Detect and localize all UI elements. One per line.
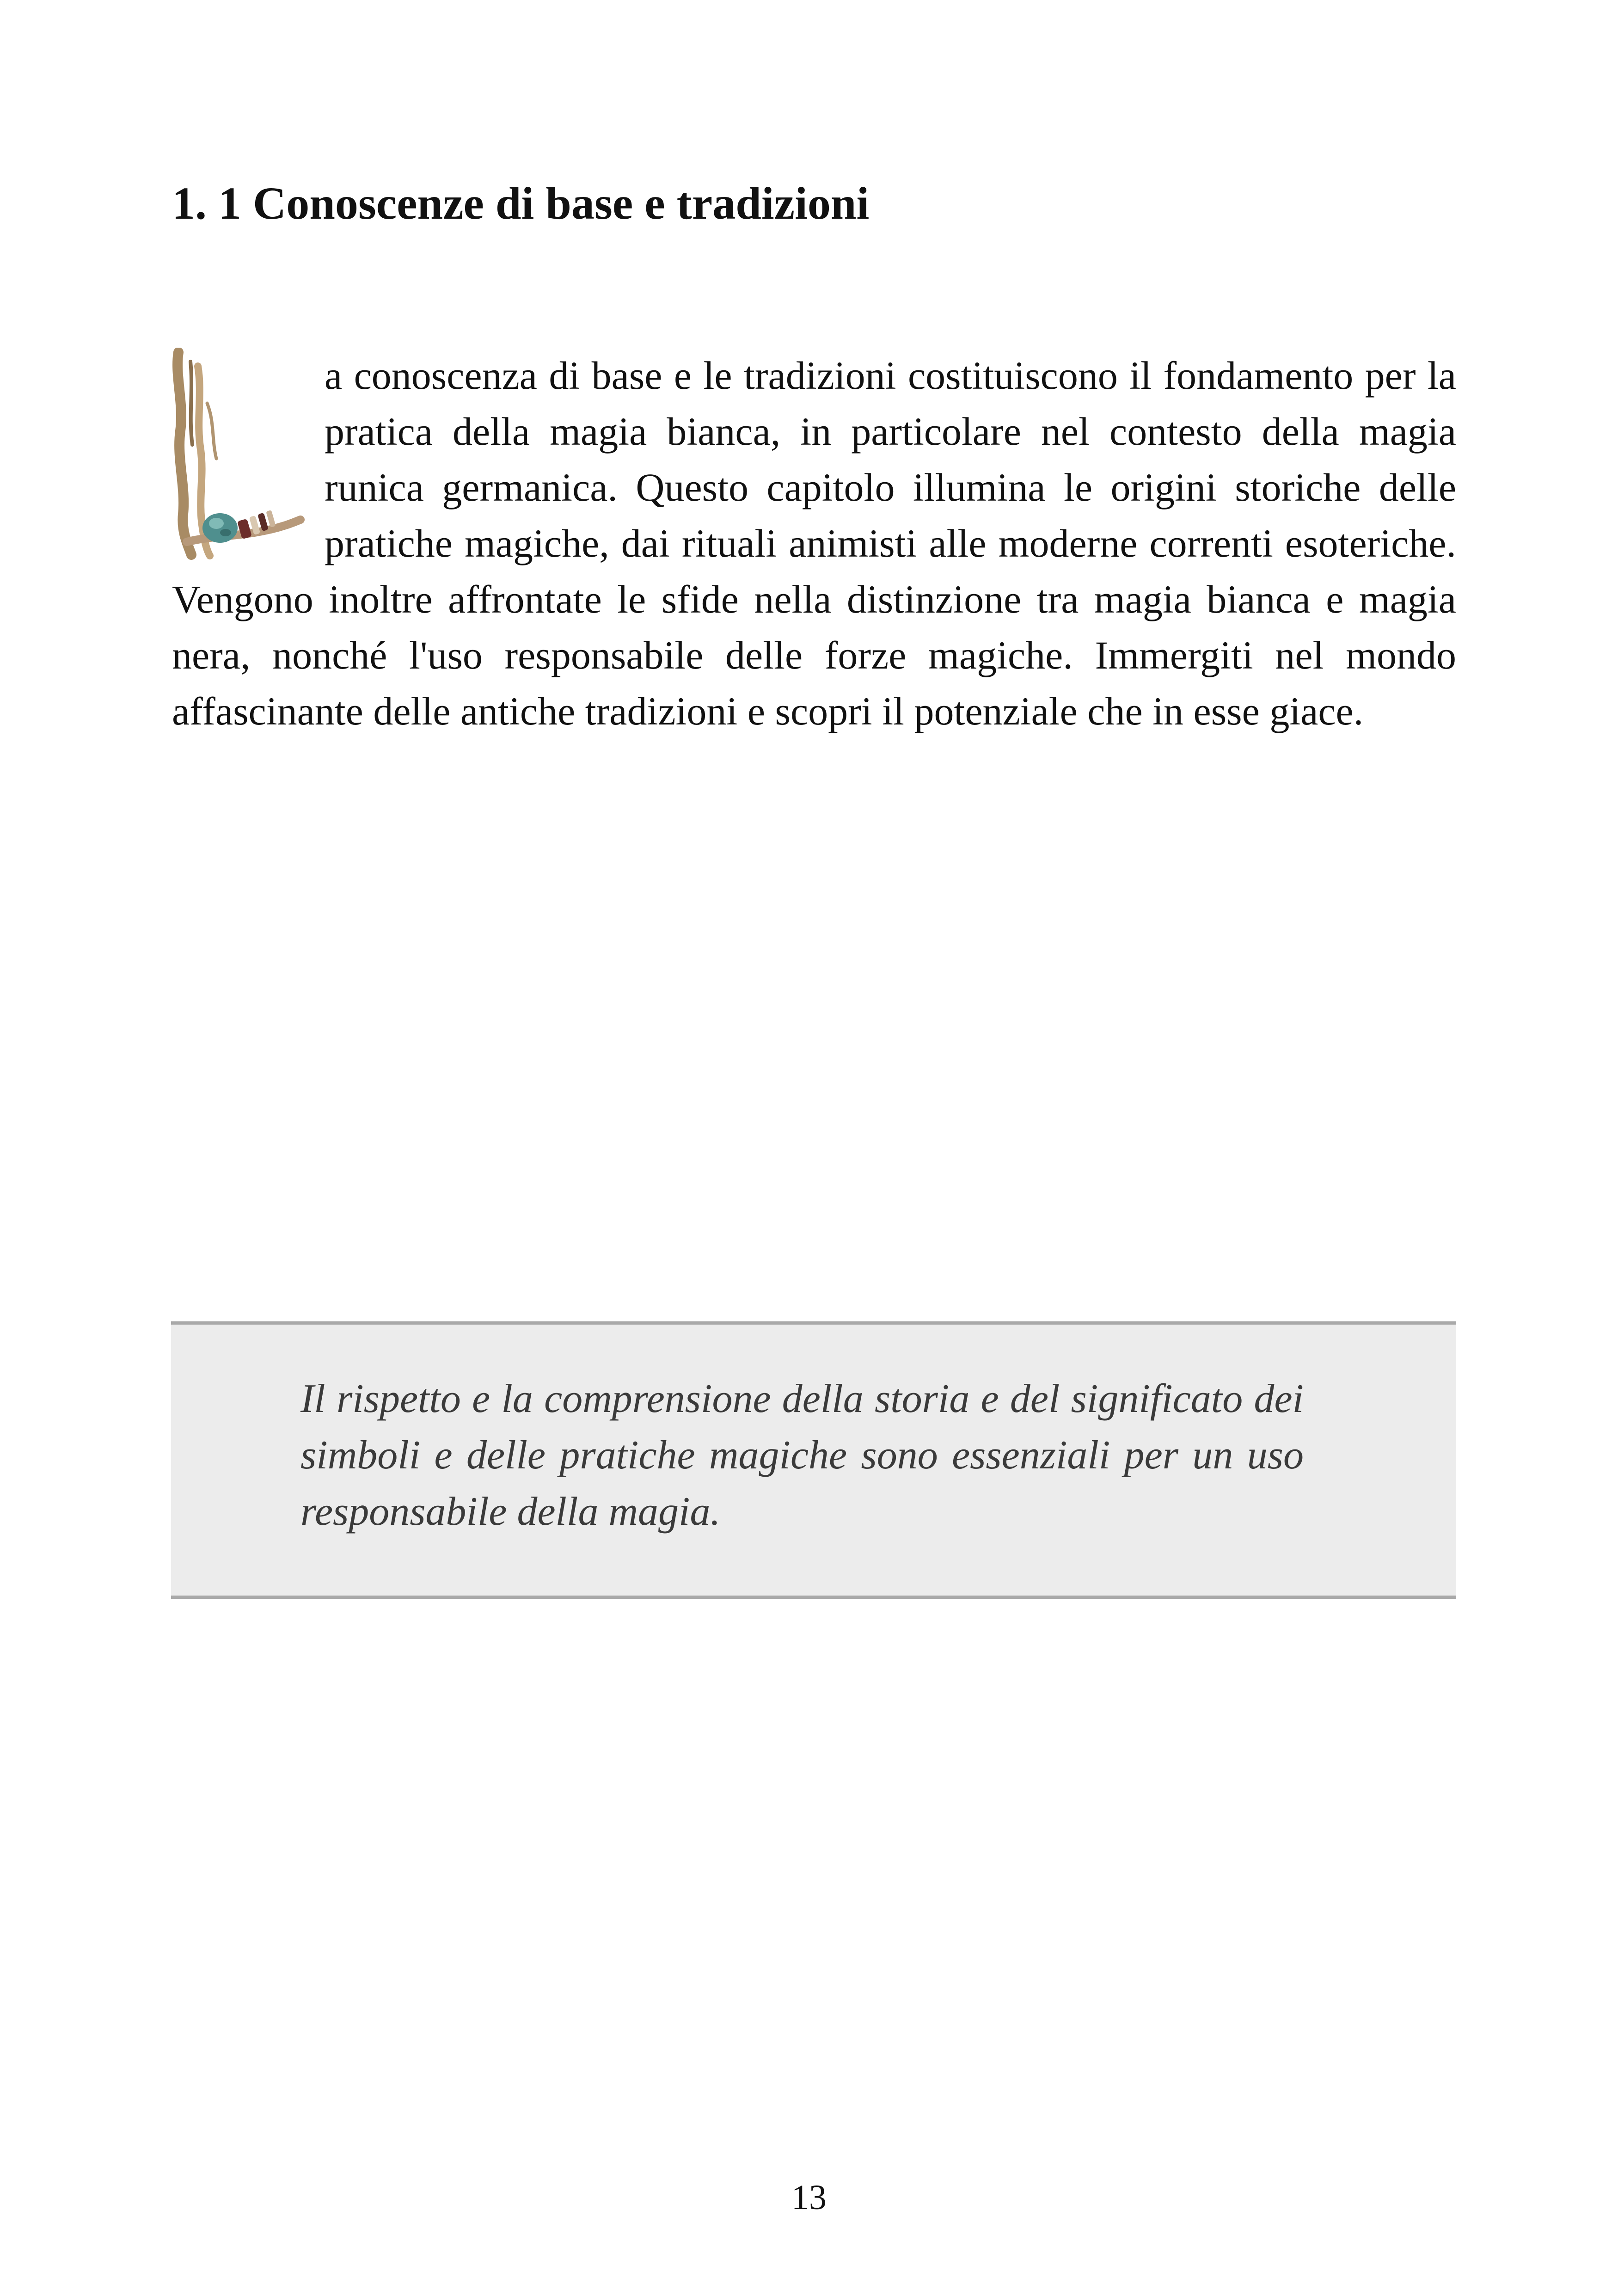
intro-paragraph (172, 348, 1456, 739)
highlight-callout-box (171, 1321, 1456, 1599)
page-number: 13 (791, 2178, 827, 2217)
callout-quote: Il rispetto e la comprensione della storia e del significato dei simboli e delle pratiche magiche sono essenziali per un uso responsabile della magia. (300, 1376, 1304, 1534)
intro-paragraph-text: a conoscenza di base e le tradizioni costituiscono il fondamento per la pratica della magia bianca, in particolare nel contesto della magia runica germanica. Questo capitolo illumina le origini storiche delle pratiche magiche, dai rituali animisti alle moderne correnti esoteriche. Vengono inoltre affrontate le sfide nella distinzione tra magia bianca e magia nera, nonché l'uso responsabile delle forze magiche. Immergiti nel mondo affascinante delle antiche tradizioni e scopri il potenziale che in esse giace. (172, 353, 1456, 733)
drop-cap-spacer (172, 348, 325, 570)
chapter-title: 1. 1 Conoscenze di base e tradizioni (172, 178, 870, 229)
